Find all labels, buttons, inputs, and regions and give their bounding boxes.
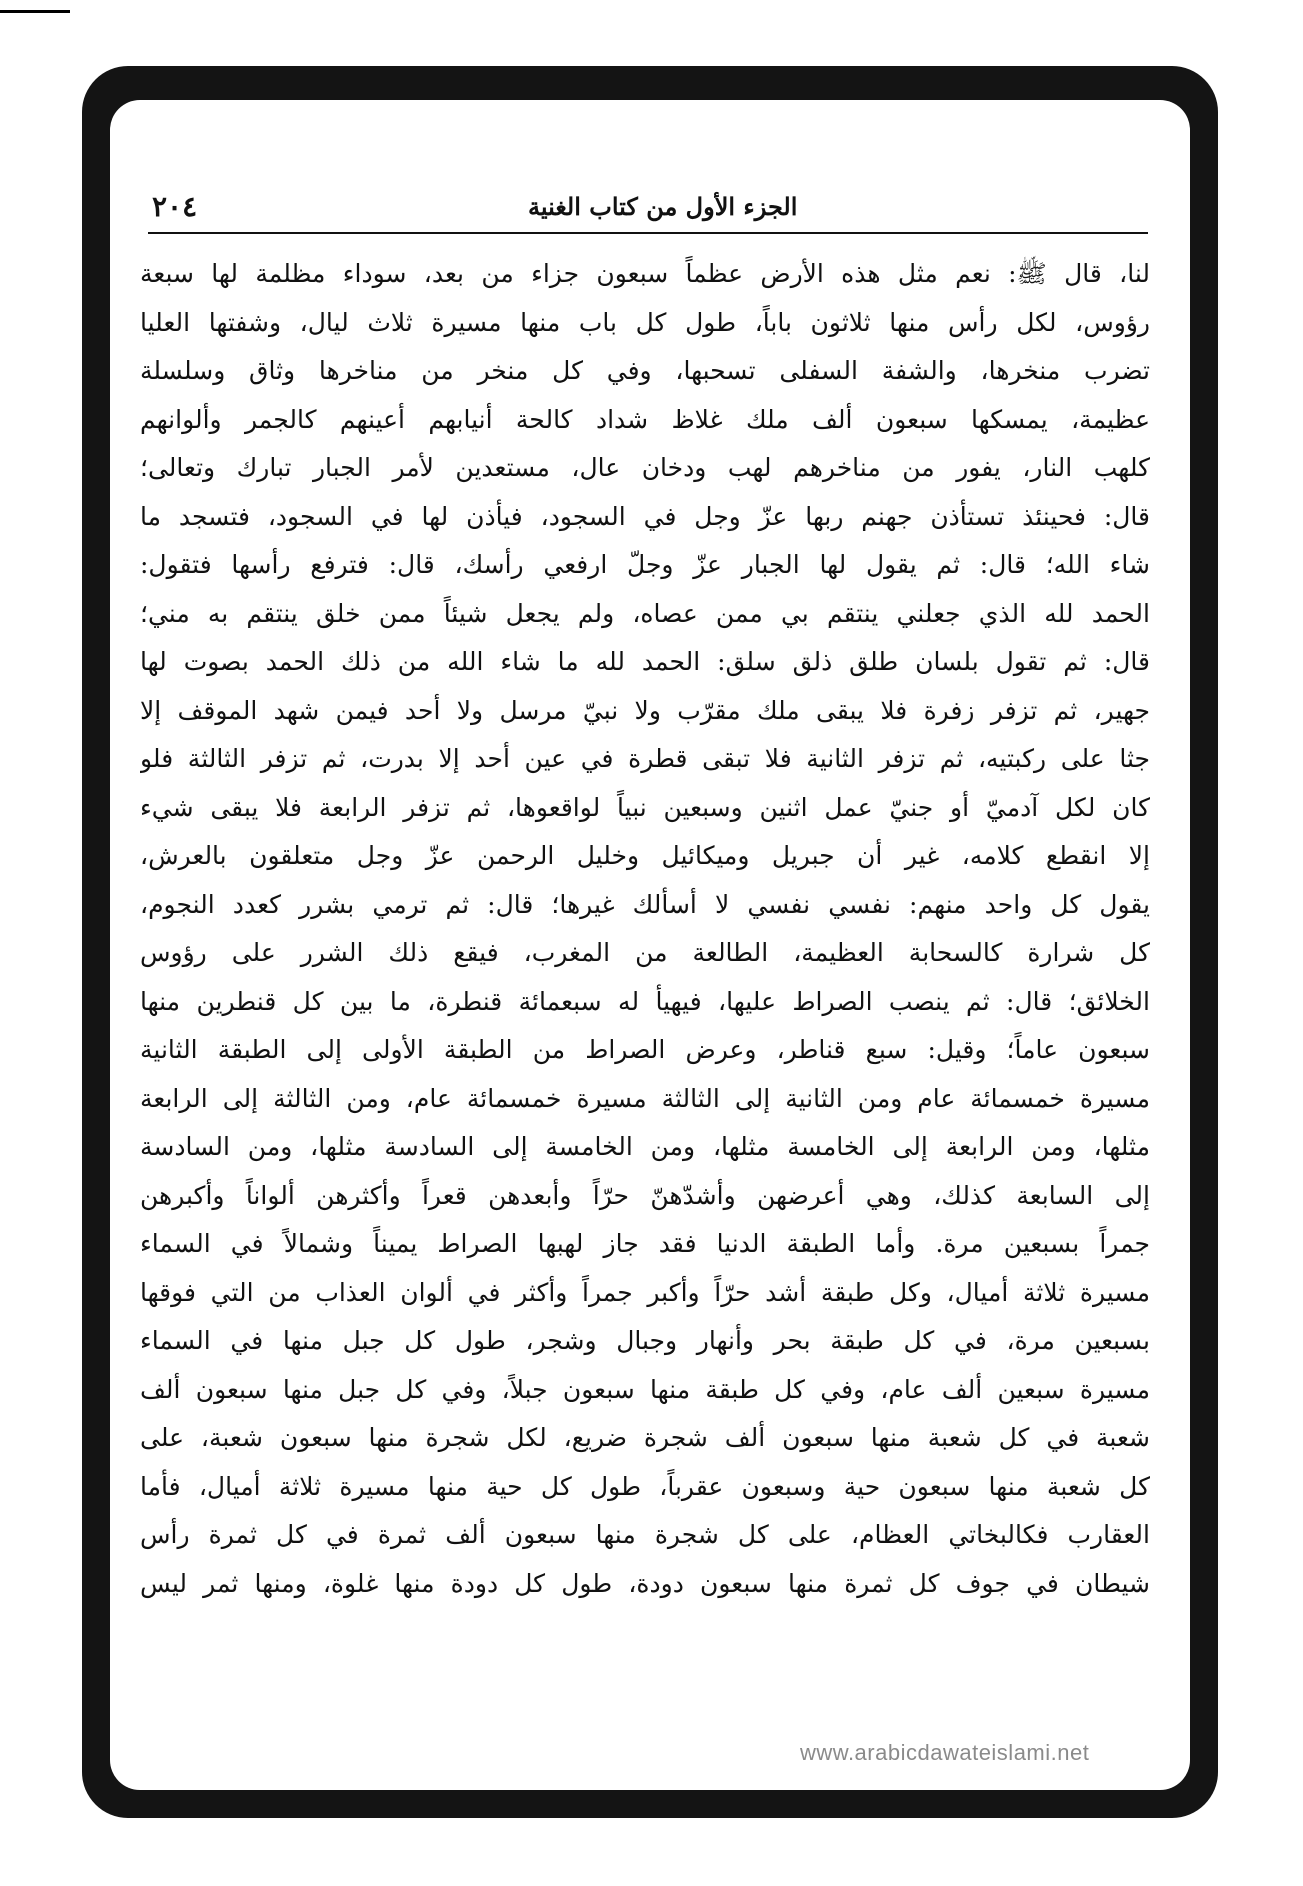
text-line: بسبعين مرة، في كل طبقة بحر وأنهار وجبال وشجر، طول كل جبل منها في السماء	[140, 1326, 1150, 1355]
text-line: كان لكل آدميّ أو جنيّ عمل اثنين وسبعين نبياً لواقعوها، ثم تزفر الرابعة فلا يبقى شيء	[140, 792, 1150, 822]
text-line: إلى السابعة كذلك، وهي أعرضهن وأشدّهنّ حرّاً وأبعدهن قعراً وأكثرهن ألواناً وأكبرهن	[140, 1180, 1150, 1210]
text-line: مسيرة سبعين ألف عام، وفي كل طبقة منها سبعون جبلاً، وفي كل جبل منها سبعون ألف	[140, 1374, 1150, 1404]
text-line: الحمد لله الذي جعلني ينتقم بي ممن عصاه، ولم يجعل شيئاً ممن خلق ينتقم به مني؛	[140, 598, 1150, 628]
text-line: مسيرة ثلاثة أميال، وكل طبقة أشد حرّاً وأكبر جمراً وأكثر في ألوان العذاب من التي فوقها	[140, 1277, 1150, 1307]
scan-edge-mark	[0, 10, 70, 13]
watermark-url: www.arabicdawateislami.net	[800, 1740, 1090, 1765]
text-line: شعبة في كل شعبة منها سبعون ألف شجرة ضريع، لكل شجرة منها سبعون شعبة، على	[140, 1423, 1150, 1452]
text-line: جهير، ثم تزفر زفرة فلا يبقى ملك مقرّب ولا نبيّ مرسل ولا أحد فيمن شهد الموقف إلا	[140, 695, 1150, 725]
text-line: مثلها، ومن الرابعة إلى الخامسة مثلها، ومن الخامسة إلى السادسة مثلها، ومن السادسة	[140, 1132, 1150, 1161]
text-line: قال: فحينئذ تستأذن جهنم ربها عزّ وجل في السجود، فيأذن لها في السجود، فتسجد ما	[140, 501, 1150, 531]
page-header	[148, 190, 1148, 234]
running-title: الجزء الأول من كتاب الغنية	[528, 192, 798, 221]
text-line: شاء الله؛ قال: ثم يقول لها الجبار عزّ وجلّ ارفعي رأسك، قال: فترفع رأسها فتقول:	[140, 550, 1150, 579]
text-line: جمراً بسبعين مرة. وأما الطبقة الدنيا فقد جاز لهبها الصراط يميناً وشمالاً في السماء	[140, 1229, 1150, 1258]
text-line: إلا انقطع كلامه، غير أن جبريل وميكائيل وخليل الرحمن عزّ وجل متعلقون بالعرش،	[140, 841, 1150, 870]
text-line: رؤوس، لكل رأس منها ثلاثون باباً، طول كل باب منها مسيرة ثلاث ليال، وشفتها العليا	[140, 307, 1150, 337]
page-number: ٢٠٤	[152, 190, 198, 223]
book-page	[110, 100, 1190, 1790]
text-line: كل شرارة كالسحابة العظيمة، الطالعة من المغرب، فيقع ذلك الشرر على رؤوس	[140, 938, 1150, 967]
text-line: يقول كل واحد منهم: نفسي نفسي لا أسألك غيرها؛ قال: ثم ترمي بشرر كعدد النجوم،	[140, 889, 1150, 919]
text-line: الخلائق؛ قال: ثم ينصب الصراط عليها، فيهيأ له سبعمائة قنطرة، ما بين كل قنطرين منها	[140, 986, 1150, 1016]
body-text	[140, 250, 1150, 1608]
text-line: العقارب فكالبخاتي العظام، على كل شجرة منها سبعون ألف ثمرة في كل ثمرة رأس	[140, 1520, 1150, 1549]
text-line: لنا، قال ﷺ: نعم مثل هذه الأرض عظماً سبعون جزاء من بعد، سوداء مظلمة لها سبعة	[140, 259, 1150, 288]
text-line: قال: ثم تقول بلسان طلق ذلق سلق: الحمد لله ما شاء الله من ذلك الحمد بصوت لها	[140, 647, 1150, 676]
text-line: تضرب منخرها، والشفة السفلى تسحبها، وفي كل منخر من مناخرها وثاق وسلسلة	[140, 356, 1150, 385]
text-line: مسيرة خمسمائة عام ومن الثانية إلى الثالثة مسيرة خمسمائة عام، ومن الثالثة إلى الرابعة	[140, 1083, 1150, 1113]
text-line: كلهب النار، يفور من مناخرهم لهب ودخان عال، مستعدين لأمر الجبار تبارك وتعالى؛	[140, 453, 1150, 482]
text-line: جثا على ركبتيه، ثم تزفر الثانية فلا تبقى قطرة في عين أحد إلا بدرت، ثم تزفر الثالثة فلو	[140, 744, 1150, 773]
text-line: عظيمة، يمسكها سبعون ألف ملك غلاظ شداد كالحة أنيابهم أعينهم كالجمر وألوانهم	[140, 404, 1150, 434]
text-line: سبعون عاماً؛ وقيل: سبع قناطر، وعرض الصراط من الطبقة الأولى إلى الطبقة الثانية	[140, 1035, 1150, 1064]
text-line: شيطان في جوف كل ثمرة منها سبعون دودة، طول كل دودة منها غلوة، ومنها ثمر ليس	[140, 1568, 1150, 1598]
text-line: كل شعبة منها سبعون حية وسبعون عقرباً، طول كل حية منها مسيرة ثلاثة أميال، فأما	[140, 1471, 1150, 1501]
